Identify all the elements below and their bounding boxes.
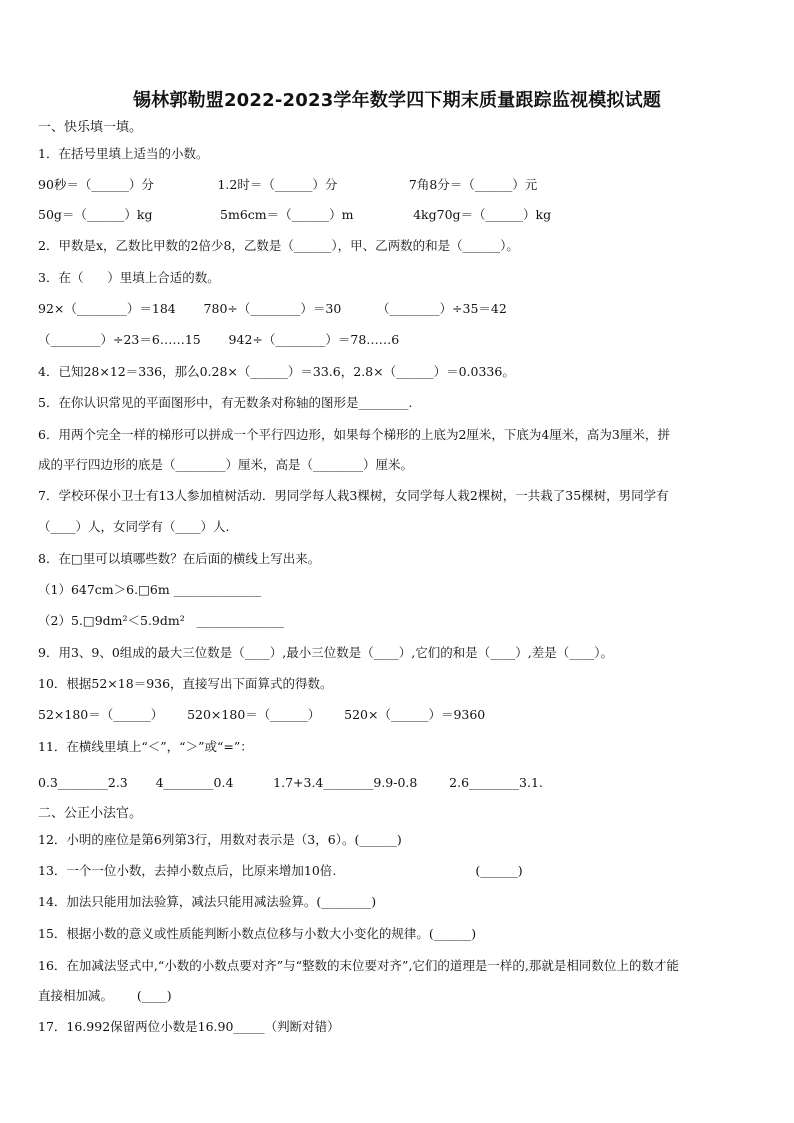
question-1-row-1: 90秒＝（______）分 1.2时＝（______）分 7角8分＝（______）元 bbox=[38, 177, 538, 192]
question-10: 10．根据52×18＝936，直接写出下面算式的得数。 bbox=[38, 676, 333, 691]
question-1: 1．在括号里填上适当的小数。 bbox=[38, 146, 209, 161]
question-17: 17．16.992保留两位小数是16.90_____（判断对错） bbox=[38, 1019, 340, 1034]
page-title: 锡林郭勒盟2022-2023学年数学四下期末质量跟踪监视模拟试题 bbox=[132, 90, 662, 111]
question-8-part-2: （2）5.□9dm²＜5.9dm² ______________ bbox=[38, 613, 285, 628]
question-15: 15．根据小数的意义或性质能判断小数点位移与小数大小变化的规律。(______) bbox=[38, 926, 477, 941]
section-heading-2: 二、公正小法官。 bbox=[38, 806, 143, 821]
question-16-line-1: 16．在加减法竖式中,“小数的小数点要对齐”与“整数的末位要对齐”,它们的道理是一样的,那就是相同数位上的数才能 bbox=[38, 958, 679, 973]
question-9: 9．用3、9、0组成的最大三位数是（____）,最小三位数是（____）,它们的和是（____）,差是（____）。 bbox=[38, 645, 613, 660]
question-6-line-2: 成的平行四边形的底是（________）厘米，高是（________）厘米。 bbox=[38, 457, 414, 472]
question-16-line-2: 直接相加减。 (____) bbox=[38, 988, 172, 1003]
question-1-row-2: 50g＝（______）kg 5m6cm＝（______）m 4kg70g＝（______）kg bbox=[38, 207, 552, 222]
question-3: 3．在（ ）里填上合适的数。 bbox=[38, 270, 220, 285]
question-8: 8．在□里可以填哪些数？在后面的横线上写出来。 bbox=[38, 551, 321, 566]
section-heading-1: 一、快乐填一填。 bbox=[38, 120, 143, 135]
question-5: 5．在你认识常见的平面图形中，有无数条对称轴的图形是________. bbox=[38, 395, 413, 410]
question-14: 14．加法只能用加法验算，减法只能用减法验算。(________) bbox=[38, 894, 377, 909]
question-8-part-1: （1）647cm＞6.□6m ______________ bbox=[38, 582, 262, 597]
question-10-row: 52×180＝（______） 520×180＝（______） 520×（______）＝9360 bbox=[38, 707, 486, 722]
question-11-row: 0.3________2.3 4________0.4 1.7+3.4________9.9-0.8 2.6________3.1. bbox=[38, 775, 543, 790]
question-11: 11．在横线里填上“＜”，“＞”或“=”： bbox=[38, 739, 253, 754]
question-6-line-1: 6．用两个完全一样的梯形可以拼成一个平行四边形，如果每个梯形的上底为2厘米，下底为4厘米，高为3厘米，拼 bbox=[38, 427, 670, 442]
question-13: 13．一个一位小数，去掉小数点后，比原来增加10倍. (______) bbox=[38, 863, 523, 878]
question-3-row-1: 92×（________）＝184 780÷（________）＝30 （________）÷35＝42 bbox=[38, 301, 507, 316]
question-3-row-2: （________）÷23＝6……15 942÷（________）＝78……6 bbox=[38, 332, 400, 347]
question-7-line-2: （____）人，女同学有（____）人. bbox=[38, 519, 230, 534]
question-7-line-1: 7．学校环保小卫士有13人参加植树活动．男同学每人栽3棵树，女同学每人栽2棵树，一共栽了35棵树，男同学有 bbox=[38, 488, 669, 503]
question-2: 2．甲数是x，乙数比甲数的2倍少8，乙数是（______），甲、乙两数的和是（______）。 bbox=[38, 238, 519, 253]
question-4: 4．已知28×12＝336，那么0.28×（______）＝33.6，2.8×（______）＝0.0336。 bbox=[38, 364, 515, 379]
question-12: 12．小明的座位是第6列第3行，用数对表示是（3，6）。(______) bbox=[38, 832, 402, 847]
